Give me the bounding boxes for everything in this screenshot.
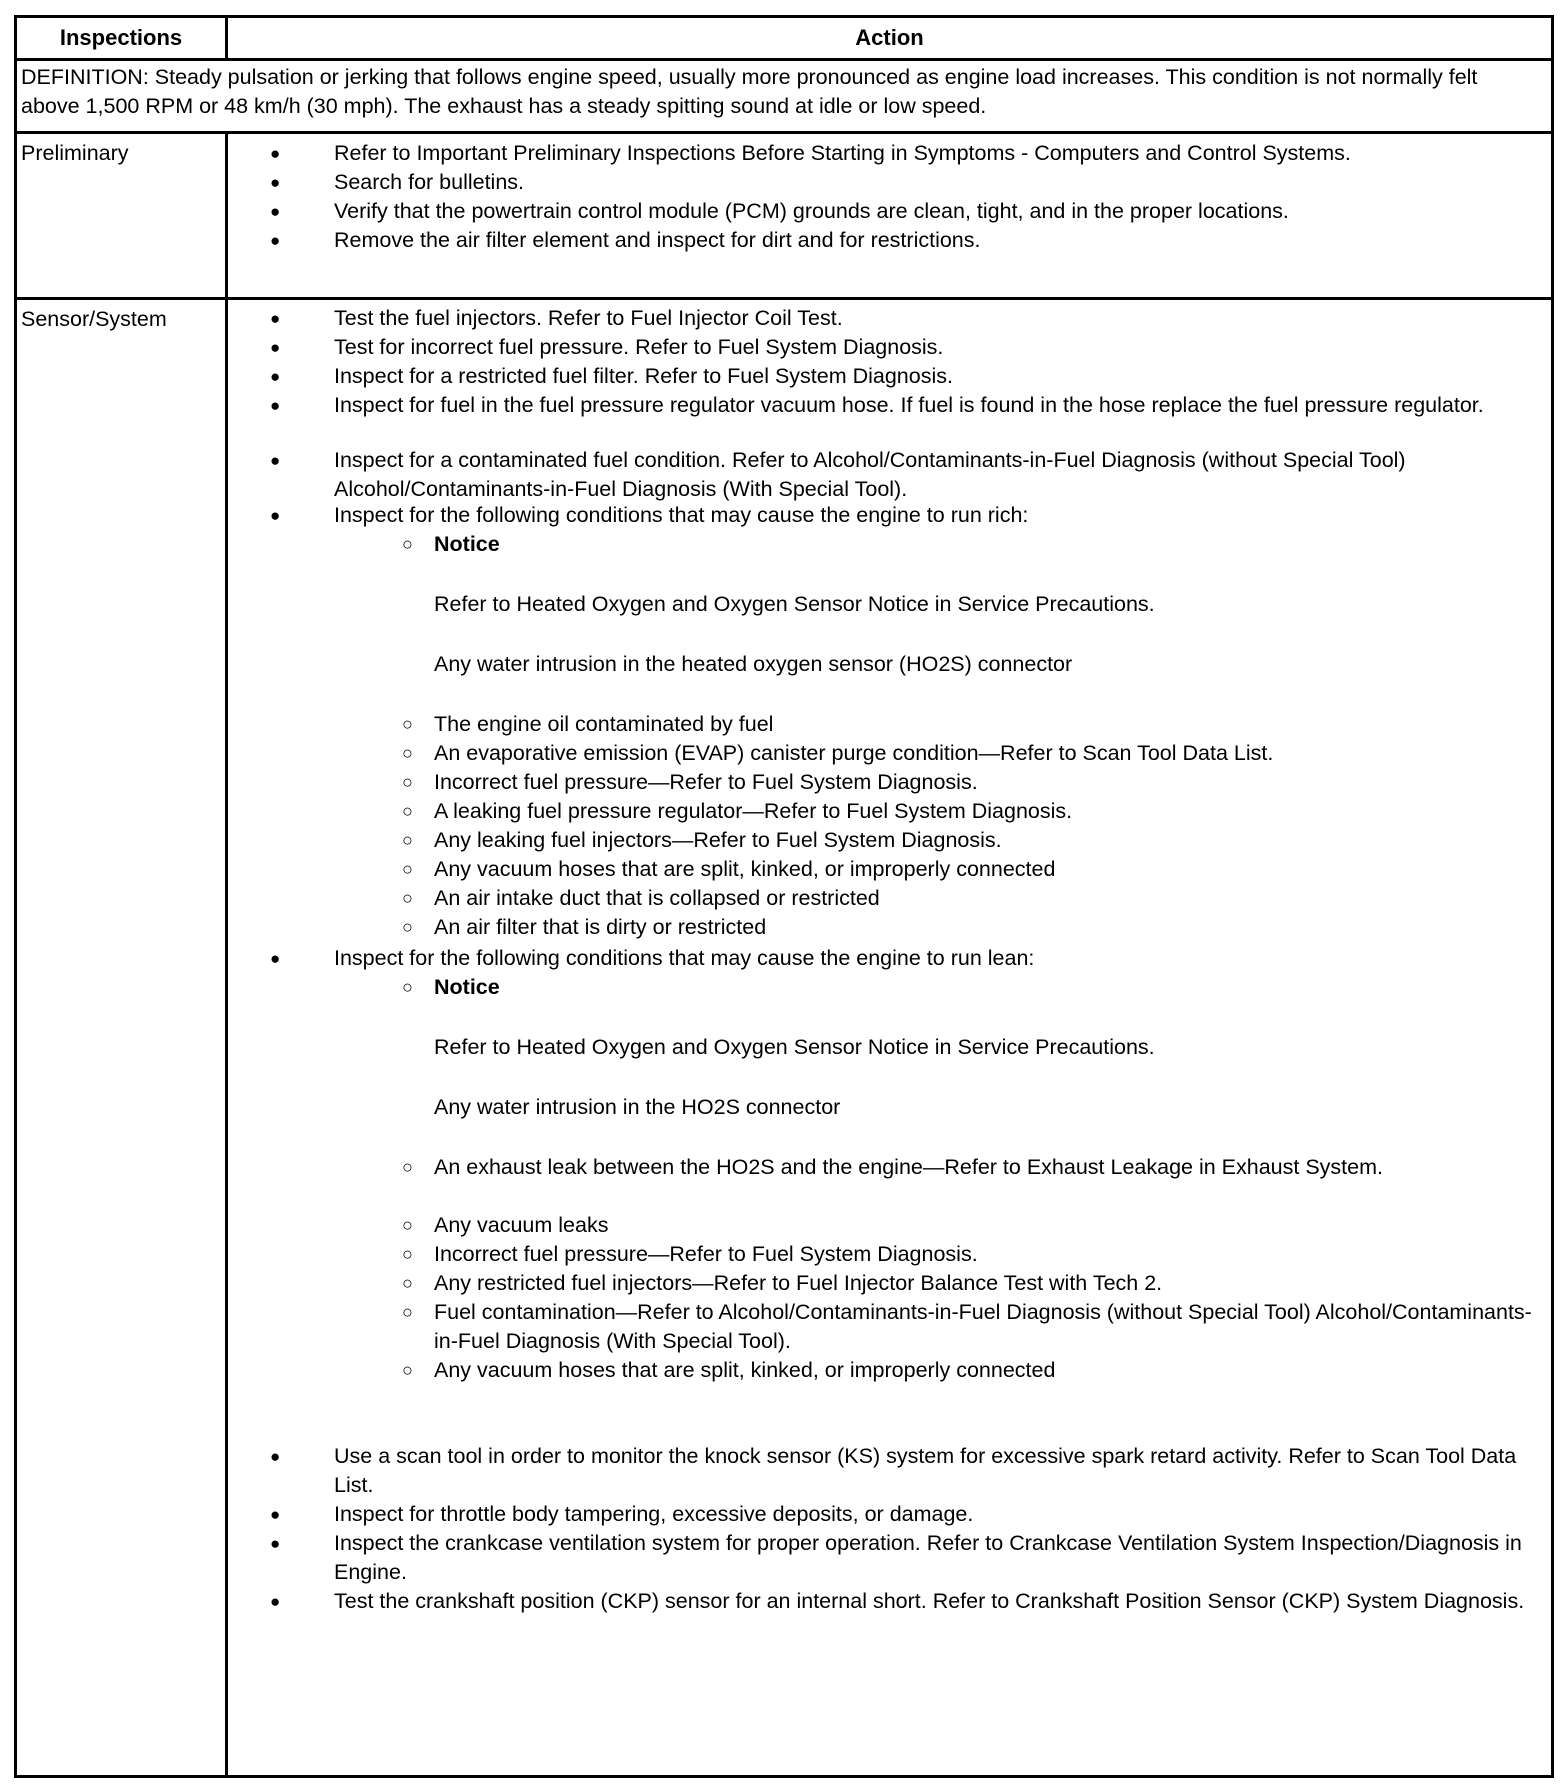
preliminary-row: Preliminary ● Refer to Important Preliminary Inspections Before Starting in Symptoms - Computers and Control Systems. ● Search for bulletins. ● Verify that the powertrain control module (PCM) grounds are clean, tight, and in the proper locations. ● Remove the air filter element and inspect for dirt and for restrictions. [17,131,1551,297]
row-label-sensor-system: Sensor/System [21,307,167,331]
inspection-table [14,15,1554,1778]
column-divider-preliminary [225,134,228,297]
definition-row [17,58,1551,116]
column-divider-sensor [225,300,228,1775]
header-action: Action [855,25,924,50]
sensor-system-row: Sensor/System ● Test the fuel injectors. Refer to Fuel Injector Coil Test. ● Test for incorrect fuel pressure. Refer to Fuel System Diagnosis. ● Inspect for a restricted fuel filter. Refer to Fuel System Diagnosis. ● Inspect for fuel in the fuel pressure regulator vacuum hose. If fuel is found in the hose replace the fuel pressure regulator. ● Inspect for a contaminated fuel condition. Refer to Alcohol/Contaminants-in-Fuel Diagnosis (without Special Tool) Alcohol/Contaminants-in-Fuel Diagnosis (With Special Tool). ● Inspect for the following conditions that may cause the engine to run rich: ○ Notice Refer to Heated Oxygen and Oxygen Sensor Notice in Service Precautions. Any water intrusion in the heated oxygen sensor (HO2S) connector ○ The engine oil contaminated by fuel ○ An evaporative emission (EVAP) canister purge condition—Refer to Scan Tool Data List. ○ Incorrect fuel pressure—Refer to Fuel System Diagnosis. ○ A leaking fuel pressure regulator—Refer to Fuel System Diagnosis. ○ Any leaking fuel injectors—Refer to Fuel System Diagnosis. ○ Any vacuum hoses that are split, kinked, or improperly connected ○ An air intake duct that is collapsed or restricted ○ An air filter that is dirty or restricted ● Inspect for the following conditions that may cause the engine to run lean: ○ Notice Refer to Heated Oxygen and Oxygen Sensor Notice in Service Precautions. Any water intrusion in the HO2S connector ○ An exhaust leak between the HO2S and the engine—Refer to Exhaust Leakage in Exhaust System. ○ Any vacuum leaks ○ Incorrect fuel pressure—Refer to Fuel System Diagnosis. ○ Any restricted fuel injectors—Refer to Fuel Injector Balance Test with Tech 2. ○ Fuel contamination—Refer to Alcohol/Contaminants-in-Fuel Diagnosis (without Special Tool) Alcohol/Contaminants-in-Fuel Diagnosis (With Special Tool). ○ Any vacuum hoses that are split, kinked, or improperly connected ● Use a scan tool in order to monitor the knock sensor (KS) system for excessive spark retard activity. Refer to Scan Tool Data List. ● Inspect for throttle body tampering, excessive deposits, or damage. ● Inspect the crankcase ventilation system for proper operation. Refer to Crankcase Ventilation System Inspection/Diagnosis in Engine. ● Test the crankshaft position (CKP) sensor for an internal short. Refer to Crankshaft Position Sensor (CKP) System Diagnosis. [17,297,1551,1775]
definition-text: DEFINITION: Steady pulsation or jerking that follows engine speed, usually more pronounced as engine load increases. This condition is not normally felt above 1,500 RPM or 48 km/h (30 mph). The exhaust has a steady spitting sound at idle or low speed. [21,65,1478,118]
header-inspections: Inspections [59,25,183,50]
row-label-preliminary: Preliminary [21,141,129,165]
